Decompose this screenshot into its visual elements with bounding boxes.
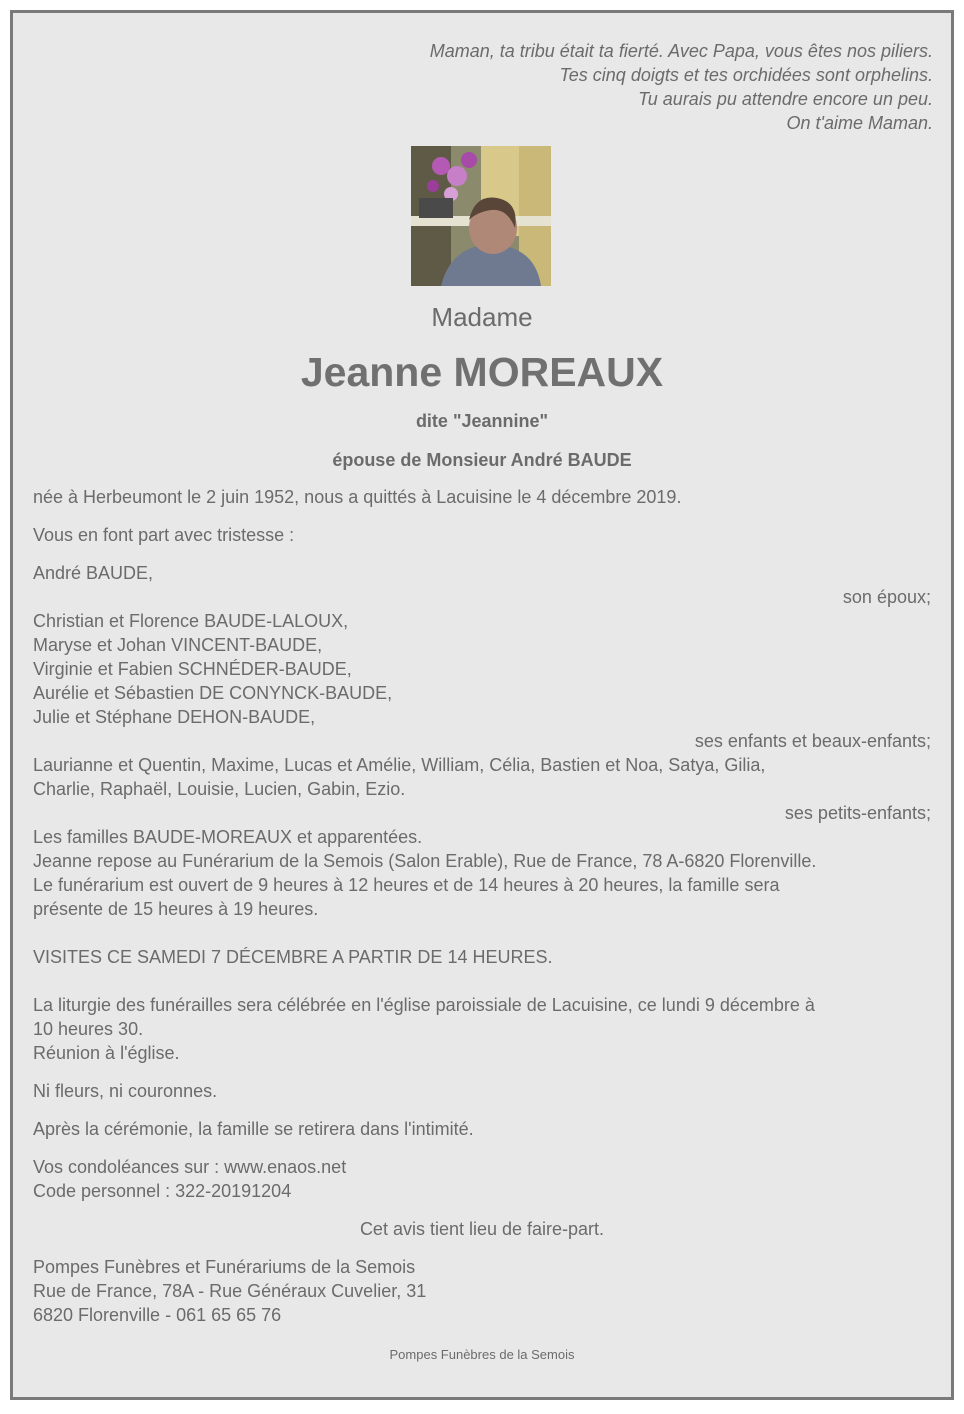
meeting-line: Réunion à l'église. [33, 1043, 180, 1063]
rest-line: Le funérarium est ouvert de 9 heures à 12 heures et de 14 heures à 20 heures, la famille sera [33, 875, 780, 895]
child-line: Virginie et Fabien SCHNÉDER-BAUDE, [33, 659, 352, 679]
nickname: dite "Jeannine" [415, 411, 549, 431]
rest-line: Jeanne repose au Funérarium de la Semois (Salon Erable), Rue de France, 78 A-6820 Florenville. [33, 851, 817, 871]
grandchildren-line: Laurianne et Quentin, Maxime, Lucas et Amélie, William, Célia, Bastien et Noa, Satya, Gilia, [33, 755, 766, 775]
birth-death-line: née à Herbeumont le 2 juin 1952, nous a quittés à Lacuisine le 4 décembre 2019. [33, 487, 682, 507]
quote-line: On t'aime Maman. [786, 113, 933, 133]
families-line: Les familles BAUDE-MOREAUX et apparentées. [33, 827, 423, 847]
husband-line: André BAUDE, [33, 563, 154, 583]
spouse-line: épouse de Monsieur André BAUDE [332, 450, 632, 470]
husband-role: son époux; [842, 587, 931, 607]
child-line: Christian et Florence BAUDE-LALOUX, [33, 611, 349, 631]
child-line: Aurélie et Sébastien DE CONYNCK-BAUDE, [33, 683, 393, 703]
footer-credit: Pompes Funèbres de la Semois [389, 1347, 575, 1362]
liturgy-line: La liturgie des funérailles sera célébrée en l'église paroissiale de Lacuisine, ce lundi 9 décembre à [33, 995, 815, 1015]
quote-line: Tes cinq doigts et tes orchidées sont orphelins. [559, 65, 933, 85]
notice-line: Cet avis tient lieu de faire-part. [359, 1219, 605, 1239]
visits-line: VISITES CE SAMEDI 7 DÉCEMBRE A PARTIR DE 14 HEURES. [33, 947, 553, 967]
after-line: Après la cérémonie, la famille se retirera dans l'intimité. [33, 1119, 474, 1139]
code-line: Code personnel : 322-20191204 [33, 1181, 292, 1201]
portrait-photo [411, 146, 551, 286]
flowers-line: Ni fleurs, ni couronnes. [33, 1081, 218, 1101]
quote-line: Maman, ta tribu était ta fierté. Avec Papa, vous êtes nos piliers. [429, 41, 933, 61]
honorific: Madame [431, 302, 533, 332]
intro-line: Vous en font part avec tristesse : [33, 525, 295, 545]
grandchildren-role: ses petits-enfants; [784, 803, 931, 823]
announcement-body [33, 485, 931, 1327]
company-contact-line: 6820 Florenville - 061 65 65 76 [33, 1305, 282, 1325]
child-line: Maryse et Johan VINCENT-BAUDE, [33, 635, 323, 655]
quote-line: Tu aurais pu attendre encore un peu. [638, 89, 933, 109]
company-line: Pompes Funèbres et Funérariums de la Semois [33, 1257, 416, 1277]
children-role: ses enfants et beaux-enfants; [694, 731, 931, 751]
liturgy-line: 10 heures 30. [33, 1019, 144, 1039]
child-line: Julie et Stéphane DEHON-BAUDE, [33, 707, 316, 727]
condolences-line: Vos condoléances sur : www.enaos.net [33, 1157, 347, 1177]
dedication-quote [430, 39, 933, 135]
obituary-card [10, 10, 954, 1400]
rest-line: présente de 15 heures à 19 heures. [33, 899, 319, 919]
company-address-line: Rue de France, 78A - Rue Généraux Cuvelier, 31 [33, 1281, 427, 1301]
deceased-name: Jeanne MOREAUX [300, 349, 664, 395]
grandchildren-line: Charlie, Raphaël, Louisie, Lucien, Gabin, Ezio. [33, 779, 406, 799]
